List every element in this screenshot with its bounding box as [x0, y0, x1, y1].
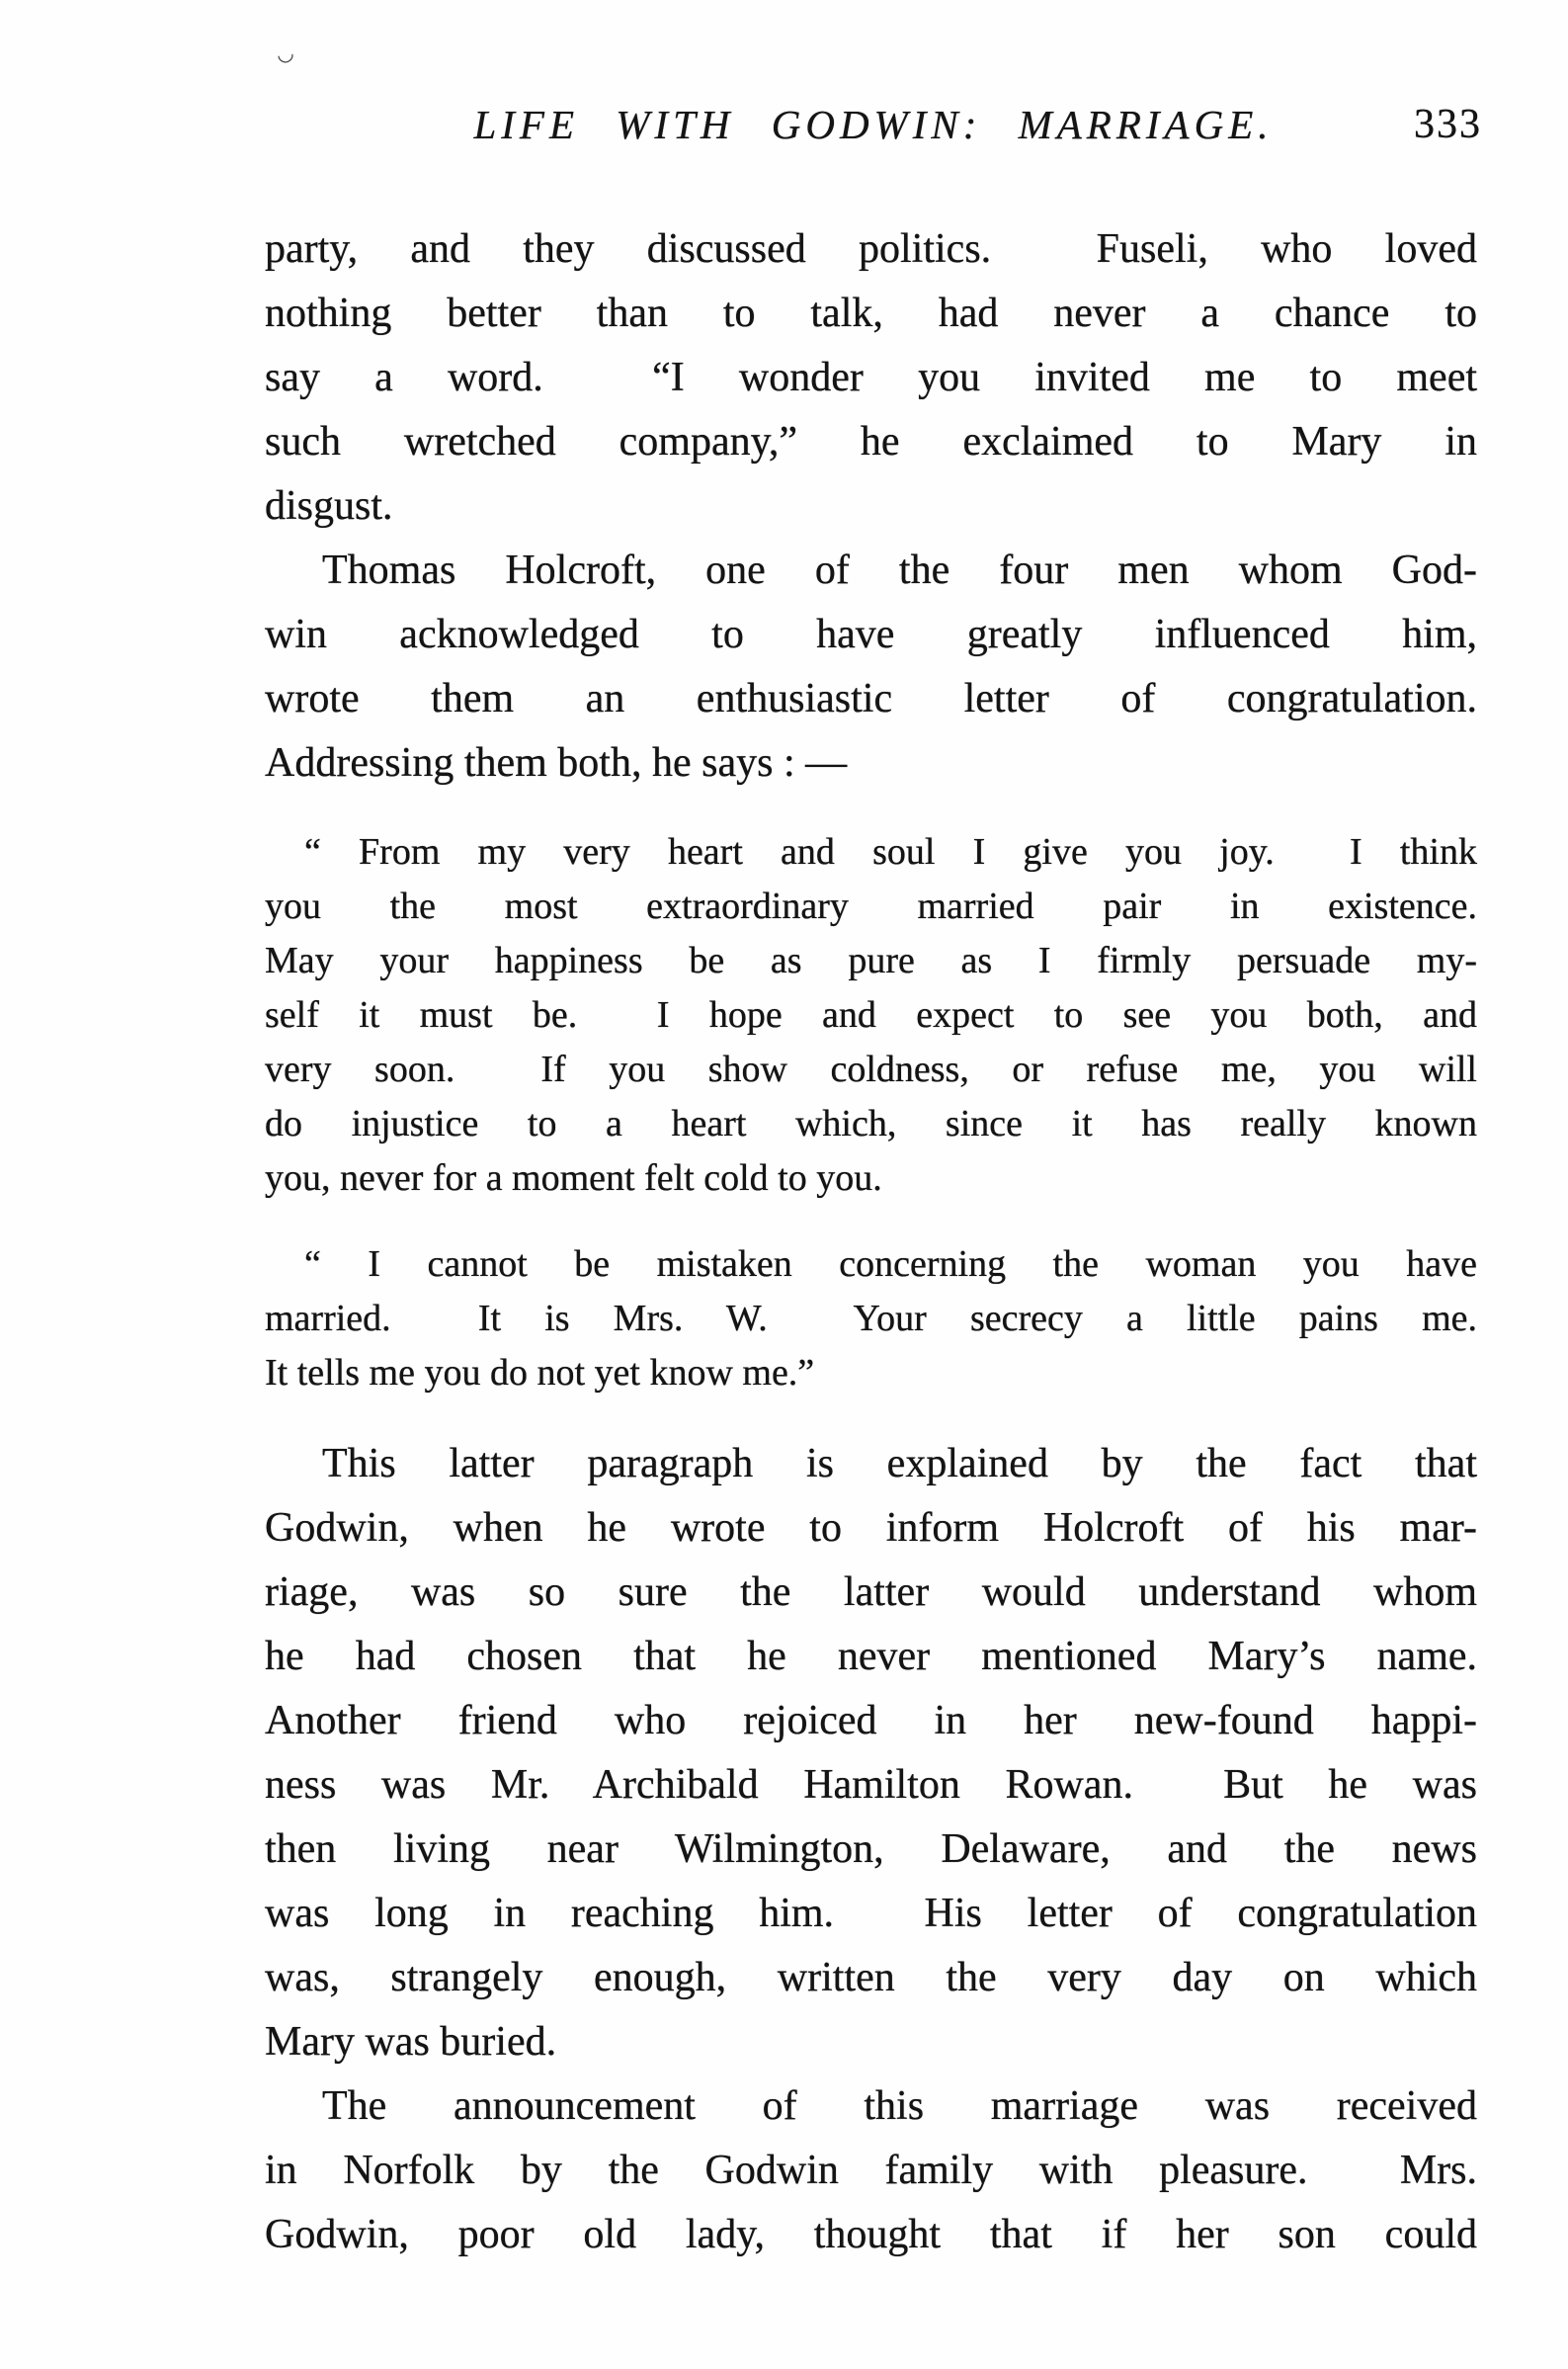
text-line: was long in reaching him. His letter of congratulation — [265, 1891, 1477, 1936]
text-line: Addressing them both, he says : — — [265, 740, 848, 786]
text-line: The announcement of this marriage was received — [322, 2083, 1477, 2129]
text-line: Thomas Holcroft, one of the four men whom God- — [322, 548, 1477, 593]
text-line: ness was Mr. Archibald Hamilton Rowan. But he was — [265, 1762, 1477, 1808]
text-line: then living near Wilmington, Delaware, and the news — [265, 1826, 1477, 1872]
text-line: Godwin, poor old lady, thought that if her son could — [265, 2212, 1477, 2257]
running-header — [265, 101, 1482, 148]
text-line: It tells me you do not yet know me.” — [265, 1352, 815, 1394]
text-line: do injustice to a heart which, since it has really known — [265, 1103, 1477, 1144]
header-title: LIFE WITH GODWIN: MARRIAGE. — [473, 102, 1274, 147]
text-line: This latter paragraph is explained by the fact that — [322, 1441, 1477, 1486]
body-paragraph — [265, 1432, 1477, 2074]
text-line: he had chosen that he never mentioned Mary’s name. — [265, 1634, 1477, 1679]
body-paragraph — [265, 2074, 1477, 2267]
text-line: May your happiness be as pure as I firmly persuade my- — [265, 940, 1477, 981]
body-text-column — [265, 217, 1477, 2267]
scan-artifact: ◡ — [275, 40, 296, 67]
text-line: “ From my very heart and soul I give you joy. I think — [304, 831, 1477, 873]
quoted-letter-paragraph — [265, 825, 1477, 1206]
body-paragraph — [265, 217, 1477, 539]
text-line: you, never for a moment felt cold to you. — [265, 1157, 882, 1199]
text-line: Another friend who rejoiced in her new-found happi- — [265, 1698, 1477, 1743]
quoted-letter-paragraph — [265, 1237, 1477, 1400]
text-line: in Norfolk by the Godwin family with pleasure. Mrs. — [265, 2148, 1477, 2193]
text-line: wrote them an enthusiastic letter of congratulation. — [265, 676, 1477, 721]
text-line: disgust. — [265, 483, 393, 529]
text-line: party, and they discussed politics. Fuseli, who loved — [265, 226, 1477, 272]
page-number: 333 — [1414, 102, 1482, 147]
text-line: say a word. “I wonder you invited me to meet — [265, 355, 1477, 400]
text-line: such wretched company,” he exclaimed to Mary in — [265, 419, 1477, 465]
text-line: win acknowledged to have greatly influenced him, — [265, 612, 1477, 657]
text-line: you the most extraordinary married pair in existence. — [265, 886, 1477, 927]
text-line: nothing better than to talk, had never a chance to — [265, 291, 1477, 336]
text-line: riage, was so sure the latter would understand whom — [265, 1569, 1477, 1615]
text-line: married. It is Mrs. W. Your secrecy a little pains me. — [265, 1298, 1477, 1339]
text-line: “ I cannot be mistaken concerning the woman you have — [304, 1243, 1477, 1285]
text-line: Mary was buried. — [265, 2019, 557, 2065]
text-line: Godwin, when he wrote to inform Holcroft of his mar- — [265, 1505, 1477, 1551]
body-paragraph — [265, 539, 1477, 796]
text-line: was, strangely enough, written the very day on which — [265, 1955, 1477, 2000]
text-line: very soon. If you show coldness, or refuse me, you will — [265, 1049, 1477, 1090]
text-line: self it must be. I hope and expect to see you both, and — [265, 994, 1477, 1036]
